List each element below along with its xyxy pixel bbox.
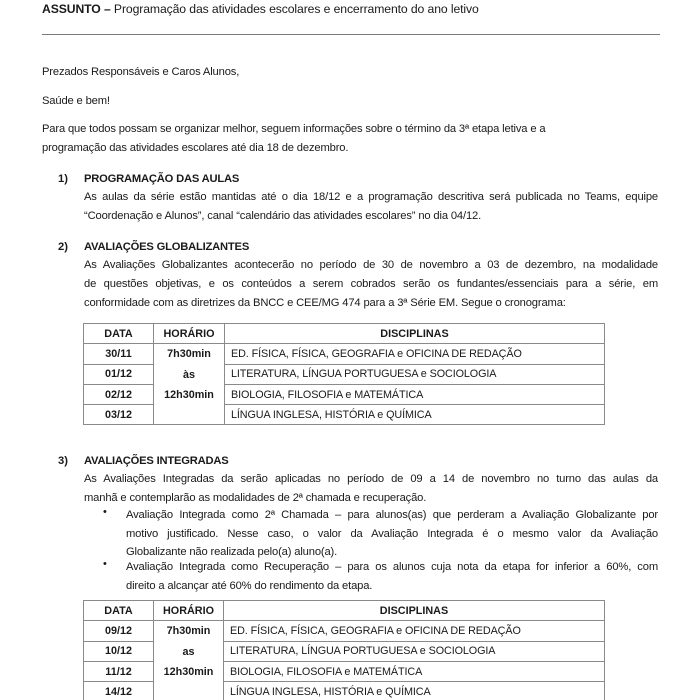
time-end: 12h30min (164, 388, 214, 401)
column-header-disciplinas: DISCIPLINAS (224, 601, 605, 621)
bullet-line: Avaliação Integrada como 2ª Chamada – para alunos(as) que perderam a Avaliação Globalizante por (126, 509, 658, 521)
date-cell: 30/11 (84, 344, 154, 364)
table-row (84, 621, 605, 641)
subjects-cell: LÍNGUA INGLESA, HISTÓRIA e QUÍMICA (224, 682, 605, 700)
section-number: 1) (58, 173, 68, 185)
subject-text: Programação das atividades escolares e encerramento do ano letivo (110, 2, 479, 16)
time-cell (154, 344, 225, 425)
subjects-cell: ED. FÍSICA, FÍSICA, GEOGRAFIA e OFICINA DE REDAÇÃO (225, 344, 605, 364)
section-number: 2) (58, 241, 68, 253)
subjects-cell: ED. FÍSICA, FÍSICA, GEOGRAFIA e OFICINA DE REDAÇÃO (224, 621, 605, 641)
subject-line (42, 2, 479, 16)
column-header-horario: HORÁRIO (154, 324, 225, 344)
schedule-table-globalizantes (83, 323, 605, 425)
bullet-line: Globalizante não realizada pelo(a) aluno(a). (126, 546, 338, 558)
date-cell: 14/12 (84, 682, 154, 700)
body-line: manhã e contemplarão as modalidades de 2ª chamada e recuperação. (84, 492, 427, 504)
date-cell: 09/12 (84, 621, 154, 641)
body-line: conformidade com as diretrizes da BNCC e CEE/MG 474 para a 3ª Série EM. Segue o cronograma: (84, 297, 566, 309)
section-title-globalizantes: AVALIAÇÕES GLOBALIZANTES (84, 241, 250, 253)
section-body-integradas (84, 470, 658, 508)
subjects-cell: LÍNGUA INGLESA, HISTÓRIA e QUÍMICA (225, 405, 605, 425)
table-header-row (84, 324, 605, 344)
subjects-cell: LITERATURA, LÍNGUA PORTUGUESA e SOCIOLOGIA (224, 641, 605, 661)
salutation: Saúde e bem! (42, 95, 110, 107)
bullet-line: motivo justificado. Nesse caso, o valor da Avaliação Integrada é o mesmo valor da Avaliação (126, 527, 658, 540)
intro-line: programação das atividades escolares até dia 18 de dezembro. (42, 142, 349, 154)
section-title-integradas: AVALIAÇÕES INTEGRADAS (84, 455, 229, 467)
table-header-row (84, 601, 605, 621)
subjects-cell: BIOLOGIA, FILOSOFIA e MATEMÁTICA (225, 384, 605, 404)
section-number: 3) (58, 455, 68, 467)
time-start: 7h30min (166, 625, 211, 638)
date-cell: 10/12 (84, 641, 154, 661)
bullet-icon: • (103, 558, 107, 570)
header-divider (42, 34, 660, 35)
date-cell: 02/12 (84, 384, 154, 404)
greeting: Prezados Responsáveis e Caros Alunos, (42, 66, 240, 78)
column-header-data: DATA (84, 601, 154, 621)
time-cell (154, 621, 224, 700)
bullet-item-recuperacao (126, 558, 658, 595)
schedule-table-integradas (83, 600, 605, 700)
column-header-disciplinas: DISCIPLINAS (225, 324, 605, 344)
column-header-horario: HORÁRIO (154, 601, 224, 621)
time-end: 12h30min (163, 665, 214, 678)
time-separator: às (182, 368, 195, 381)
subject-label: ASSUNTO – (42, 2, 111, 16)
subjects-cell: LITERATURA, LÍNGUA PORTUGUESA e SOCIOLOGIA (225, 364, 605, 384)
section-title-programacao: PROGRAMAÇÃO DAS AULAS (84, 173, 240, 185)
date-cell: 03/12 (84, 405, 154, 425)
bullet-line: Avaliação Integrada como Recuperação – para os alunos cuja nota da etapa for inferior a 60%, com (126, 561, 658, 573)
section-body-globalizantes (84, 256, 658, 313)
table-row (84, 344, 605, 364)
date-cell: 11/12 (84, 661, 154, 681)
body-line: “Coordenação e Alunos”, canal “calendário das atividades escolares” no dia 04/12. (84, 210, 482, 222)
time-separator: as (182, 645, 195, 658)
time-start: 7h30min (167, 348, 211, 361)
column-header-data: DATA (84, 324, 154, 344)
section-body-programacao (84, 188, 658, 226)
body-line: As Avaliações Integradas da serão aplicadas no período de 09 a 14 de novembro no turno das aulas da (84, 473, 658, 485)
body-line: de questões objetivas, e os conteúdos a serem cobrados serão os fundantes/essenciais para a série, em (84, 278, 658, 290)
bullet-line: direito a alcançar até 60% do rendimento da etapa. (126, 579, 373, 592)
body-line: As aulas da série estão mantidas até o dia 18/12 e a programação descritiva será publicada no Teams, equipe (84, 191, 658, 203)
date-cell: 01/12 (84, 364, 154, 384)
intro-line: Para que todos possam se organizar melhor, seguem informações sobre o término da 3ª etapa letiva e a (42, 123, 546, 135)
intro-paragraph (42, 120, 545, 158)
bullet-icon: • (103, 506, 107, 518)
bullet-item-segunda-chamada (126, 506, 658, 562)
body-line: As Avaliações Globalizantes acontecerão no período de 30 de novembro a 03 de dezembro, na modalidade (84, 259, 658, 271)
subjects-cell: BIOLOGIA, FILOSOFIA e MATEMÁTICA (224, 661, 605, 681)
